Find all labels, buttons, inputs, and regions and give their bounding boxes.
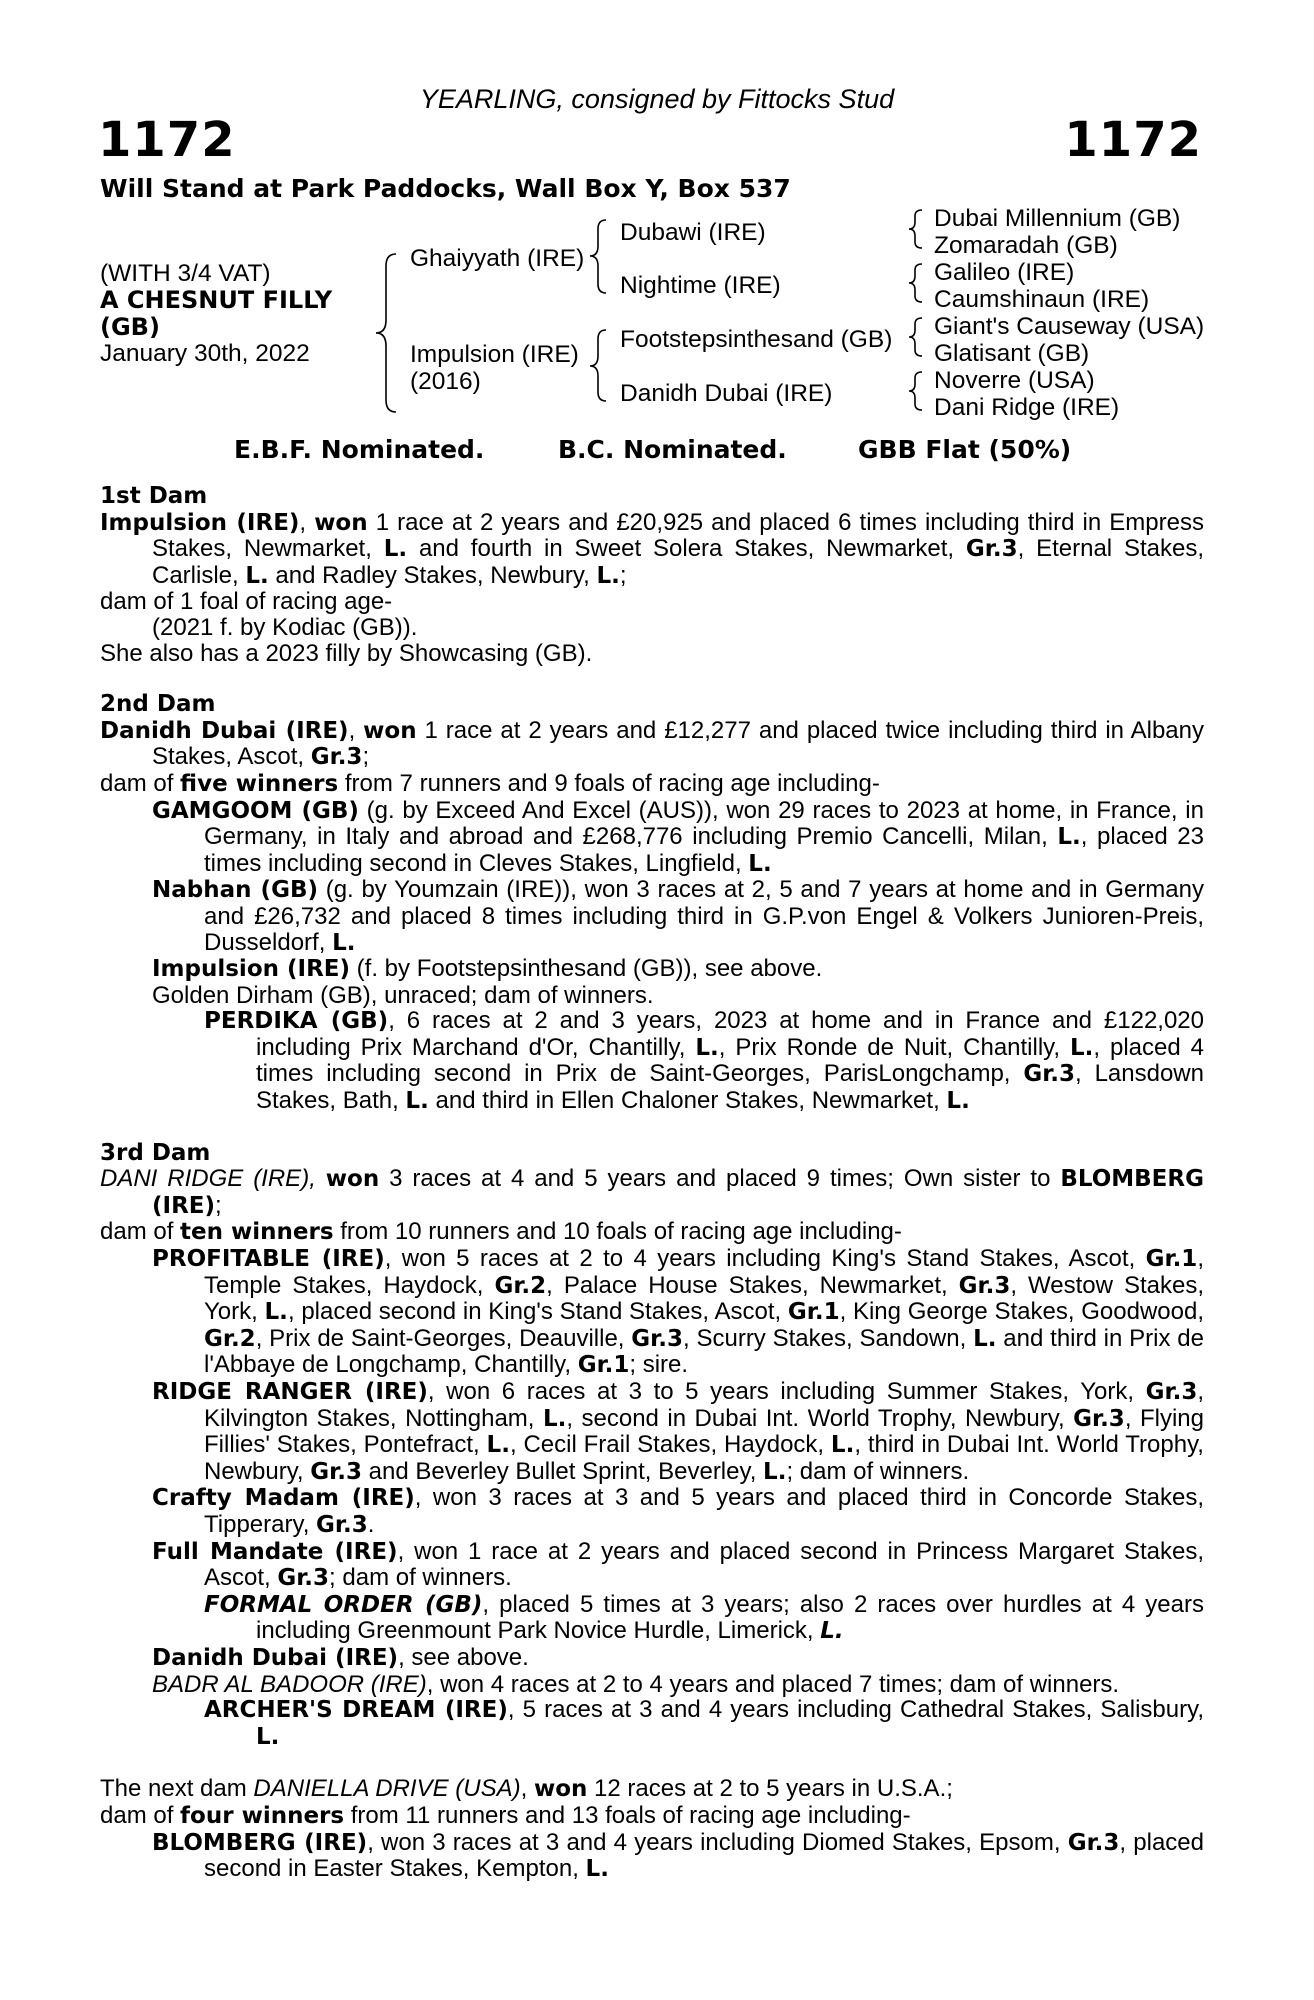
pedigree-dss: Giant's Causeway (USA) bbox=[934, 313, 1205, 340]
pedigree-sss: Dubai Millennium (GB) bbox=[934, 205, 1181, 232]
catalogue-body bbox=[100, 484, 1204, 1883]
second-dam-produce: dam of five winners from 7 runners and 9 foals of racing age including- bbox=[100, 769, 880, 797]
pedigree-sds: Galileo (IRE) bbox=[934, 259, 1075, 286]
pedigree-dam: Impulsion (IRE) bbox=[410, 341, 579, 368]
consignor-line: YEARLING, consigned by Fittocks Stud bbox=[419, 84, 895, 114]
pedigree-dsd: Glatisant (GB) bbox=[934, 340, 1090, 367]
bc-nomination: B.C. Nominated. bbox=[558, 435, 787, 464]
brace-dam bbox=[590, 330, 606, 401]
pedigree-sire-dam: Nightime (IRE) bbox=[620, 272, 781, 299]
pedigree-ssd: Zomaradah (GB) bbox=[934, 232, 1118, 259]
progeny-impulsion: Impulsion (IRE) (f. by Footstepsinthesand (GB)), see above. bbox=[152, 955, 823, 983]
brace-dd bbox=[909, 372, 922, 410]
gbb-nomination: GBB Flat (50%) bbox=[858, 435, 1072, 464]
horse-name: A CHESNUT FILLY bbox=[100, 286, 333, 314]
pedigree-sire: Ghaiyyath (IRE) bbox=[410, 245, 585, 272]
progeny-perdika: PERDIKA (GB), 6 races at 2 and 3 years, 2023 at home and in France and £122,020 including Prix Marchand d'Or, Chantilly, L., Prix Ronde de Nuit, Chantilly, L., placed 4 times including second in Prix de Saint-Georges, ParisLongchamp, Gr.3, Lansdown Stakes, Bath, L. and third in Ellen Chaloner Stakes, Newmarket, L. bbox=[204, 1007, 1205, 1115]
progeny-ridge-ranger: RIDGE RANGER (IRE), won 6 races at 3 to 5 years including Summer Stakes, York, Gr.3, Kilvington Stakes, Nottingham, L., second in Dubai Int. World Trophy, Newbury, Gr.3, Flying Fillies' Stakes, Pontefract, L., Cecil Frail Stakes, Haydock, L., third in Dubai Int. World Trophy, Newbury, Gr.3 and Beverley Bullet Sprint, Beverley, L.; dam of winners. bbox=[152, 1378, 1204, 1485]
brace-main bbox=[376, 254, 396, 412]
brace-sd bbox=[909, 264, 922, 302]
progeny-archers-dream: ARCHER'S DREAM (IRE), 5 races at 3 and 4 years including Cathedral Stakes, Salisbury, L. bbox=[204, 1696, 1205, 1750]
progeny-gamgoom: GAMGOOM (GB) (g. by Exceed And Excel (AUS)), won 29 races to 2023 at home, in France, in Germany, in Italy and abroad and £268,776 including Premio Cancelli, Milan, L., placed 23 times including second in Cleves Stakes, Lingfield, L. bbox=[152, 796, 1205, 877]
pedigree-dam-year: (2016) bbox=[410, 368, 481, 395]
pedigree-sdd: Caumshinaun (IRE) bbox=[934, 286, 1150, 313]
pedigree-dam-sire: Footstepsinthesand (GB) bbox=[620, 326, 893, 353]
vat-note: (WITH 3/4 VAT) bbox=[100, 260, 271, 287]
second-dam-record: Danidh Dubai (IRE), won 1 race at 2 years and £12,277 and placed twice including third in Albany Stakes, Ascot, Gr.3; bbox=[100, 716, 1205, 771]
progeny-danidh-dubai: Danidh Dubai (IRE), see above. bbox=[152, 1643, 529, 1671]
progeny-full-mandate: Full Mandate (IRE), won 1 race at 2 years and placed second in Princess Margaret Stakes, Ascot, Gr.3; dam of winners. bbox=[152, 1537, 1204, 1592]
next-dam-produce: dam of four winners from 11 runners and 13 foals of racing age including- bbox=[100, 1801, 911, 1829]
pedigree-sire-sire: Dubawi (IRE) bbox=[620, 219, 766, 246]
horse-origin: (GB) bbox=[100, 313, 160, 341]
lot-number-left: 1172 bbox=[98, 112, 236, 168]
second-dam-heading: 2nd Dam bbox=[100, 691, 216, 718]
progeny-profitable: PROFITABLE (IRE), won 5 races at 2 to 4 years including King's Stand Stakes, Ascot, Gr.1, Temple Stakes, Haydock, Gr.2, Palace House Stakes, Newmarket, Gr.3, Westow Stakes, York, L., placed second in King's Stand Stakes, Ascot, Gr.1, King George Stakes, Goodwood, Gr.2, Prix de Saint-Georges, Deauville, Gr.3, Scurry Stakes, Sandown, L. and third in Prix de l'Abbaye de Longchamp, Chantilly, Gr.1; sire. bbox=[152, 1245, 1205, 1379]
pedigree-ddd: Dani Ridge (IRE) bbox=[934, 394, 1120, 421]
progeny-blomberg: BLOMBERG (IRE), won 3 races at 3 and 4 years including Diomed Stakes, Epsom, Gr.3, placed second in Easter Stakes, Kempton, L. bbox=[152, 1828, 1204, 1883]
first-dam-record: Impulsion (IRE), won 1 race at 2 years and £20,925 and placed 6 times including third in Empress Stakes, Newmarket, L. and fourth in Sweet Solera Stakes, Newmarket, Gr.3, Eternal Stakes, Carlisle, L. and Radley Stakes, Newbury, L.; bbox=[100, 508, 1204, 589]
progeny-nabhan: Nabhan (GB) (g. by Youmzain (IRE)), won 3 races at 2, 5 and 7 years at home and in Germany and £26,732 and placed 8 times including third in G.P.von Engel & Volkers Junioren-Preis, Dusseldorf, L. bbox=[152, 876, 1204, 956]
pedigree-dds: Noverre (USA) bbox=[934, 367, 1095, 394]
foal-2023-note: She also has a 2023 filly by Showcasing (GB). bbox=[100, 639, 593, 667]
third-dam-heading: 3rd Dam bbox=[100, 1139, 211, 1166]
third-dam-produce: dam of ten winners from 10 runners and 10 foals of racing age including- bbox=[100, 1218, 902, 1246]
progeny-badr-al-badoor: BADR AL BADOOR (IRE), won 4 races at 2 to 4 years and placed 7 times; dam of winners. bbox=[152, 1670, 1120, 1698]
stand-location: Will Stand at Park Paddocks, Wall Box Y, Box 537 bbox=[100, 174, 791, 203]
ebf-nomination: E.B.F. Nominated. bbox=[234, 435, 485, 464]
progeny-crafty-madam: Crafty Madam (IRE), won 3 races at 3 and 5 years and placed third in Concorde Stakes, Tipperary, Gr.3. bbox=[152, 1484, 1204, 1538]
brace-sire bbox=[590, 220, 606, 293]
foal-2021: (2021 f. by Kodiac (GB)). bbox=[152, 613, 418, 641]
third-dam-record: DANI RIDGE (IRE), won 3 races at 4 and 5 years and placed 9 times; Own sister to BLOMBERG (IRE); bbox=[100, 1165, 1204, 1219]
progeny-formal-order: FORMAL ORDER (GB), placed 5 times at 3 years; also 2 races over hurdles at 4 years including Greenmount Park Novice Hurdle, Limerick, L. bbox=[204, 1590, 1204, 1645]
first-dam-foals: dam of 1 foal of racing age- bbox=[100, 588, 393, 616]
brace-ss bbox=[909, 210, 922, 248]
foaling-date: January 30th, 2022 bbox=[100, 340, 310, 367]
first-dam-heading: 1st Dam bbox=[100, 483, 208, 509]
brace-ds bbox=[909, 318, 922, 356]
progeny-golden-dirham: Golden Dirham (GB), unraced; dam of winners. bbox=[152, 981, 654, 1009]
next-dam-record: The next dam DANIELLA DRIVE (USA), won 12 races at 2 to 5 years in U.S.A.; bbox=[100, 1775, 953, 1803]
pedigree-dam-dam: Danidh Dubai (IRE) bbox=[620, 380, 833, 407]
lot-number-right: 1172 bbox=[1064, 112, 1202, 168]
